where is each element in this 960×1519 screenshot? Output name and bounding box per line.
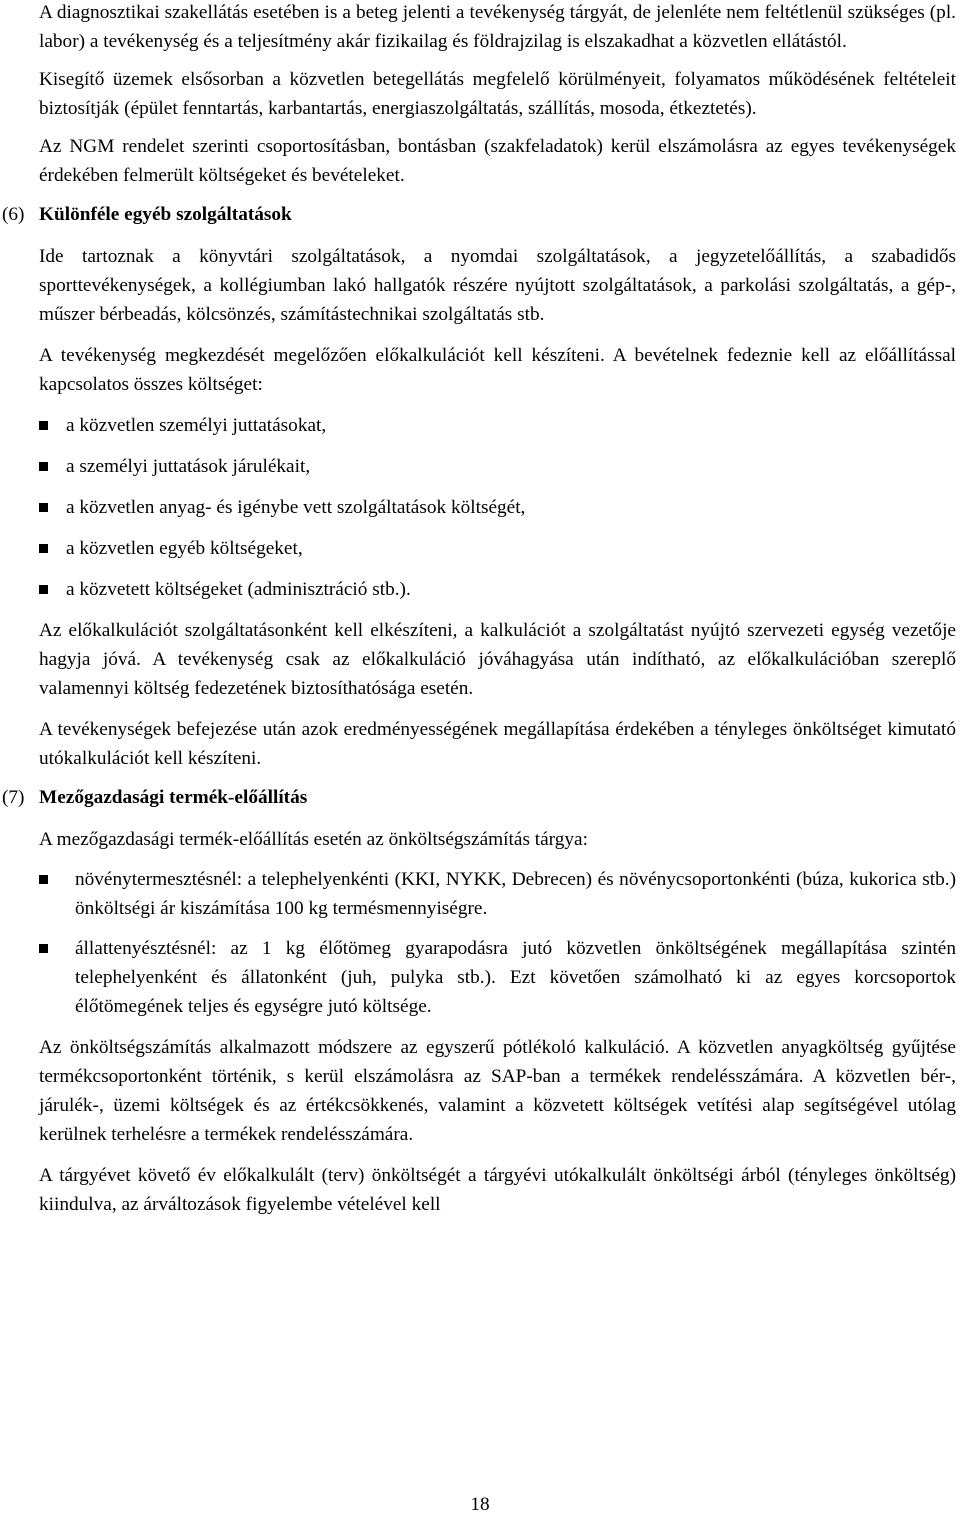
section-7-paragraph-1: A mezőgazdasági termék-előállítás esetén az önköltségszámítás tárgya: — [39, 829, 588, 850]
bullet-square-icon — [39, 503, 48, 512]
section-6-paragraph-1: Ide tartoznak a könyvtári szolgáltatások, a nyomdai szolgáltatások, a jegyzetelőállítás, a szabadidős sporttevékenységek, a kollégiumban lakó hallgatók részére nyújtott szolgáltatások, a parkolási szolgáltatás, a gép-, műszer bérbeadás, kölcsönzés, számítástechnikai szolgáltatás stb. — [39, 246, 956, 325]
section-7-paragraph-2: Az önköltségszámítás alkalmazott módszere az egyszerű pótlékoló kalkuláció. A közvetlen anyagköltség gyűjtése termékcsoportonként történik, s kerül elszámolásra az SAP-ban a termékek rendelésszámára. A közvetlen bér-, járulék-, üzemi költségek és az értékcsökkenés, valamint a közvetett költségek vetítési alap segítségével utólag kerülnek terhelésre a termékek rendelésszámára. — [39, 1037, 956, 1145]
section-6-heading — [2, 200, 956, 229]
paragraph-diagnostics: A diagnosztikai szakellátás esetében is a beteg jelenti a tevékenység tárgyát, de jelenléte nem feltétlenül szükséges (pl. labor) a tevékenység és a teljesítmény akár fizikailag és földrajzilag is elszakadhat a közvetlen ellátástól. — [39, 2, 956, 52]
page-content — [2, 0, 956, 1219]
paragraph-ngm-regulation: Az NGM rendelet szerinti csoportosításban, bontásban (szakfeladatok) kerül elszámolásra az egyes tevékenységek érdekében felmerült költségeket és bevételeket. — [39, 136, 956, 186]
section-7-number: (7) — [2, 787, 25, 808]
section-6-paragraph-4: A tevékenységek befejezése után azok eredményességének megállapítása érdekében a tényleges önköltséget kimutató utókalkulációt kell készíteni. — [39, 719, 956, 769]
section-6-title: Különféle egyéb szolgáltatások — [39, 204, 292, 225]
list-item: állattenyésztésnél: az 1 kg élőtömeg gyarapodásra jutó közvetlen önköltségének megállapítása szintén telephelyenként és állatonként (juh, pulyka stb.). Ezt követően számolható ki az egyes korcsoportok élőtömegének teljes és egységre jutó költsége. — [39, 934, 956, 1021]
section-6-paragraph-2: A tevékenység megkezdését megelőzően előkalkulációt kell készíteni. A bevételnek fedeznie kell az előállítással kapcsolatos összes költséget: — [39, 345, 956, 395]
list-item: a közvetett költségeket (adminisztráció stb.). — [39, 575, 956, 604]
bullet-square-icon — [39, 585, 48, 594]
section-7-title: Mezőgazdasági termék-előállítás — [39, 787, 308, 808]
bullet-square-icon — [39, 875, 48, 884]
section-7-heading — [2, 783, 956, 812]
list-item: a személyi juttatások járulékait, — [39, 452, 956, 481]
section-7-subject-list — [39, 865, 956, 1021]
section-6-number: (6) — [2, 204, 25, 225]
list-item: a közvetlen egyéb költségeket, — [39, 534, 956, 563]
section-6-cost-list — [39, 411, 956, 604]
bullet-square-icon — [39, 421, 48, 430]
bullet-square-icon — [39, 944, 48, 953]
paragraph-auxiliary-plants: Kisegítő üzemek elsősorban a közvetlen betegellátás megfelelő körülményeit, folyamatos működésének feltételeit biztosítják (épület fenntartás, karbantartás, energiaszolgáltatás, szállítás, mosoda, étkeztetés). — [39, 69, 956, 119]
list-item: a közvetlen anyag- és igénybe vett szolgáltatások költségét, — [39, 493, 956, 522]
section-6-paragraph-3: Az előkalkulációt szolgáltatásonként kell elkészíteni, a kalkulációt a szolgáltatást nyújtó szervezeti egység vezetője hagyja jóvá. A tevékenység csak az előkalkuláció jóváhagyása után indítható, az előkalkulációban szereplő valamennyi költség fedezetének biztosíthatósága esetén. — [39, 620, 956, 699]
list-item: növénytermesztésnél: a telephelyenkénti (KKI, NYKK, Debrecen) és növénycsoportonkénti (búza, kukorica stb.) önköltségi ár kiszámítása 100 kg termésmennyiségre. — [39, 865, 956, 923]
bullet-square-icon — [39, 544, 48, 553]
list-item: a közvetlen személyi juttatásokat, — [39, 411, 956, 440]
section-7-paragraph-3: A tárgyévet követő év előkalkulált (terv) önköltségét a tárgyévi utókalkulált önköltségi árból (tényleges önköltség) kiindulva, az árváltozások figyelembe vételével kell — [39, 1165, 956, 1215]
bullet-square-icon — [39, 462, 48, 471]
page-number: 18 — [470, 1494, 490, 1515]
